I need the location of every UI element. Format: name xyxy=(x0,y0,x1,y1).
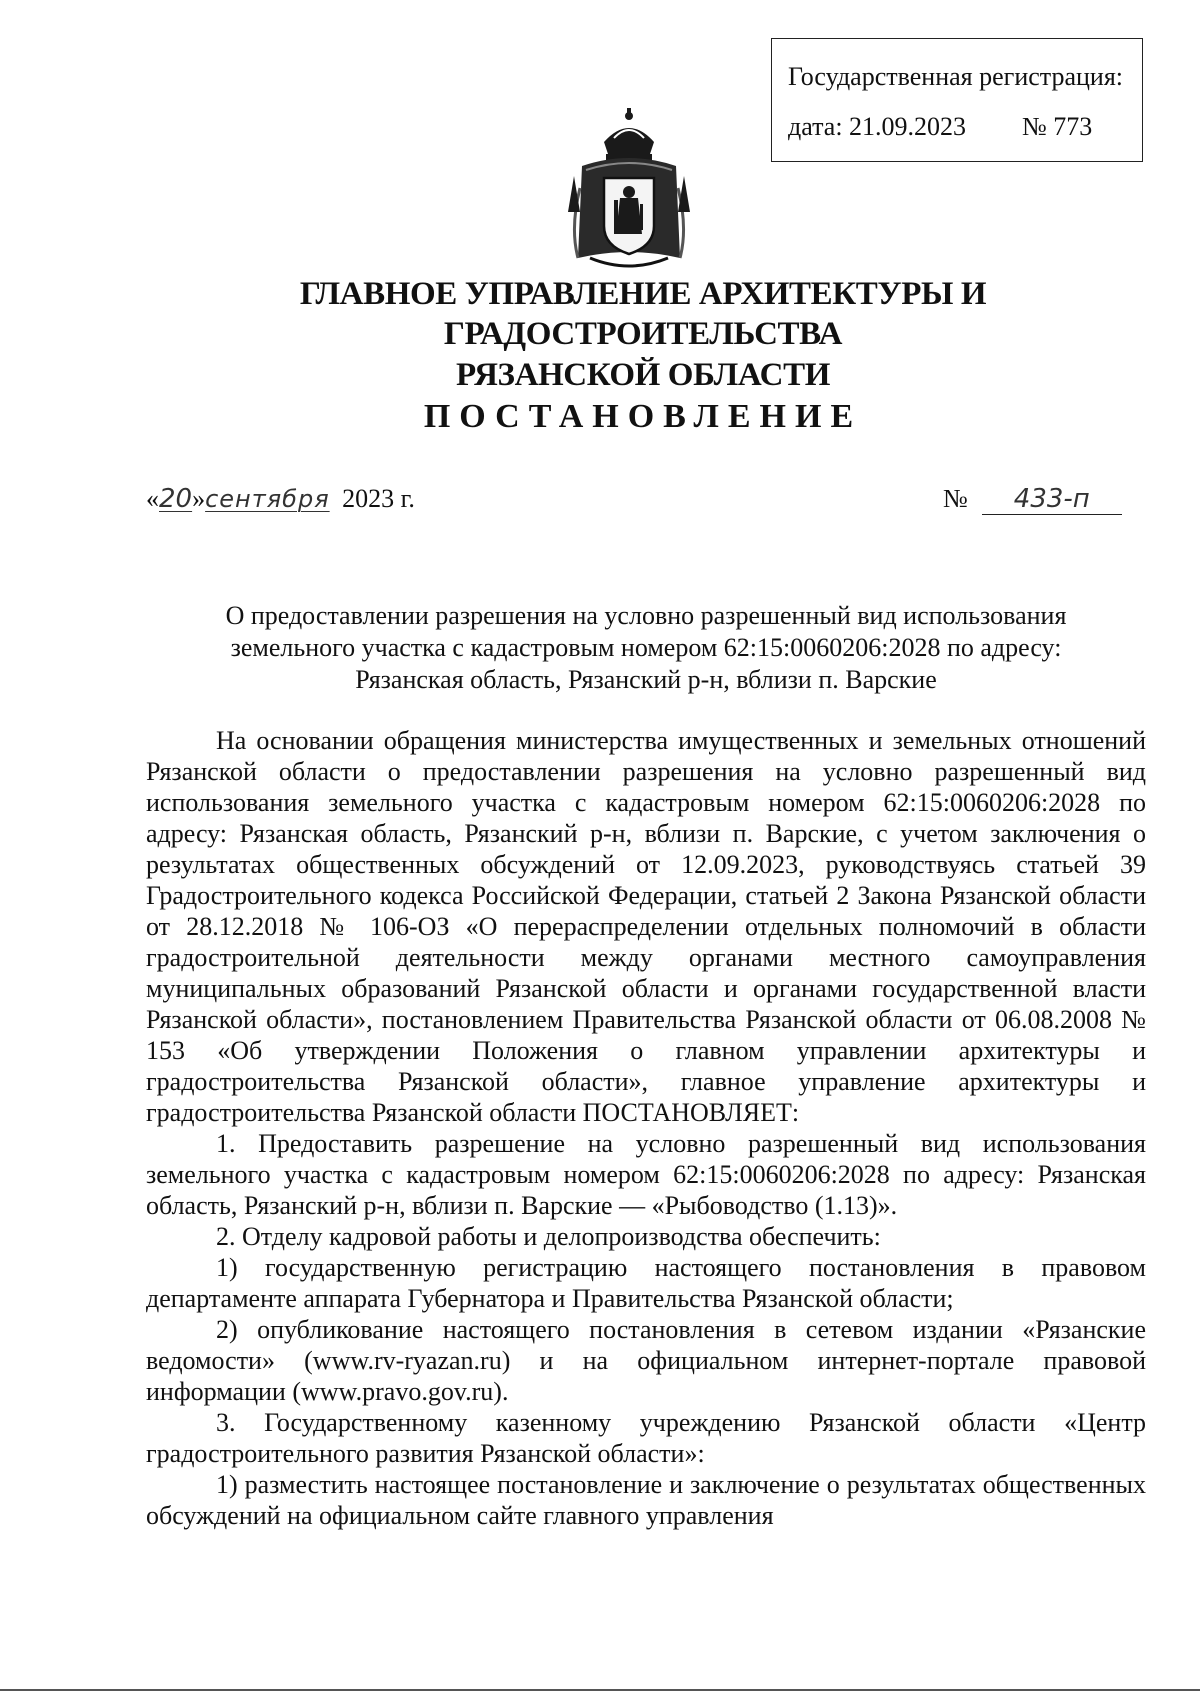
date-year: 2023 г. xyxy=(342,484,415,513)
document-subject xyxy=(146,600,1146,696)
clause-2-1: 1) государственную регистрацию настоящего постановления в правовом департаменте аппарата Губернатора и Правительства Рязанской области; xyxy=(146,1253,1146,1313)
date-month-handwritten: сентября xyxy=(205,485,330,513)
clause-3-1: 1) разместить настоящее постановление и заключение о результатах общественных обсуждений на официальном сайте главного управления xyxy=(146,1470,1146,1530)
document-number-handwritten: 433-п xyxy=(982,484,1122,515)
date-close-quote: » xyxy=(192,484,206,513)
registration-stamp xyxy=(771,38,1143,162)
clause-2: 2. Отделу кадровой работы и делопроизводства обеспечить: xyxy=(216,1222,881,1251)
organization-name-line2: РЯЗАНСКОЙ ОБЛАСТИ xyxy=(456,356,830,393)
document-number xyxy=(943,484,1122,515)
clause-2-2: 2) опубликование настоящего постановления в сетевом издании «Рязанские ведомости» (www.rv-ryazan.ru) и на официальном интернет-портале правовой информации (www.pravo.gov.ru). xyxy=(146,1315,1146,1406)
ryazan-coat-of-arms-icon xyxy=(560,108,698,274)
registration-number: № 773 xyxy=(1022,112,1093,141)
registration-title: Государственная регистрация: xyxy=(788,62,1124,91)
document-body xyxy=(146,725,1146,1531)
organization-name-line1: ГЛАВНОЕ УПРАВЛЕНИЕ АРХИТЕКТУРЫ И ГРАДОСТРОИТЕЛЬСТВА xyxy=(299,276,987,353)
document-type-title: ПОСТАНОВЛЕНИЕ xyxy=(423,398,863,435)
document-date xyxy=(146,484,415,514)
subject-line: Рязанская область, Рязанский р-н, вблизи п. Варские xyxy=(355,665,937,694)
registration-date: дата: 21.09.2023 xyxy=(788,112,967,141)
page-bottom-rule xyxy=(0,1689,1200,1691)
clause-3: 3. Государственному казенному учреждению Рязанской области «Центр градостроительного развития Рязанской области»: xyxy=(146,1408,1146,1468)
date-open-quote: « xyxy=(146,484,159,513)
date-day-handwritten: 20 xyxy=(159,484,193,514)
clause-1: 1. Предоставить разрешение на условно разрешенный вид использования земельного участка с кадастровым номером 62:15:0060206:2028 по адресу: Рязанская область, Рязанский р-н, вблизи п. Варские — «Рыбоводство (1.13)». xyxy=(146,1129,1146,1220)
organization-name xyxy=(100,274,1186,395)
body-preamble: На основании обращения министерства имущественных и земельных отношений Рязанской области о предоставлении разрешения на условно разрешенный вид использования земельного участка с кадастровым номером 62:15:0060206:2028 по адресу: Рязанская область, Рязанский р-н, вблизи п. Варские, с учетом заключения о результатах общественных обсуждений от 12.09.2023, руководствуясь статьей 39 Градостроительного кодекса Российской Федерации, статьей 2 Закона Рязанской области от 28.12.2018 № 106-ОЗ «О перераспределении отдельных полномочий в области градостроительной деятельности между органами местного самоуправления муниципальных образований Рязанской области и органами государственной власти Рязанской области», постановлением Правительства Рязанской области от 06.08.2008 № 153 «Об утверждении Положения о главном управлении архитектуры и градостроительства Рязанской области», главное управление архитектуры и градостроительства Рязанской области ПОСТАНОВЛЯЕТ: xyxy=(146,726,1146,1127)
subject-line: О предоставлении разрешения на условно разрешенный вид использования xyxy=(225,601,1067,630)
subject-line: земельного участка с кадастровым номером 62:15:0060206:2028 по адресу: xyxy=(230,633,1062,662)
document-number-prefix: № xyxy=(943,484,968,513)
